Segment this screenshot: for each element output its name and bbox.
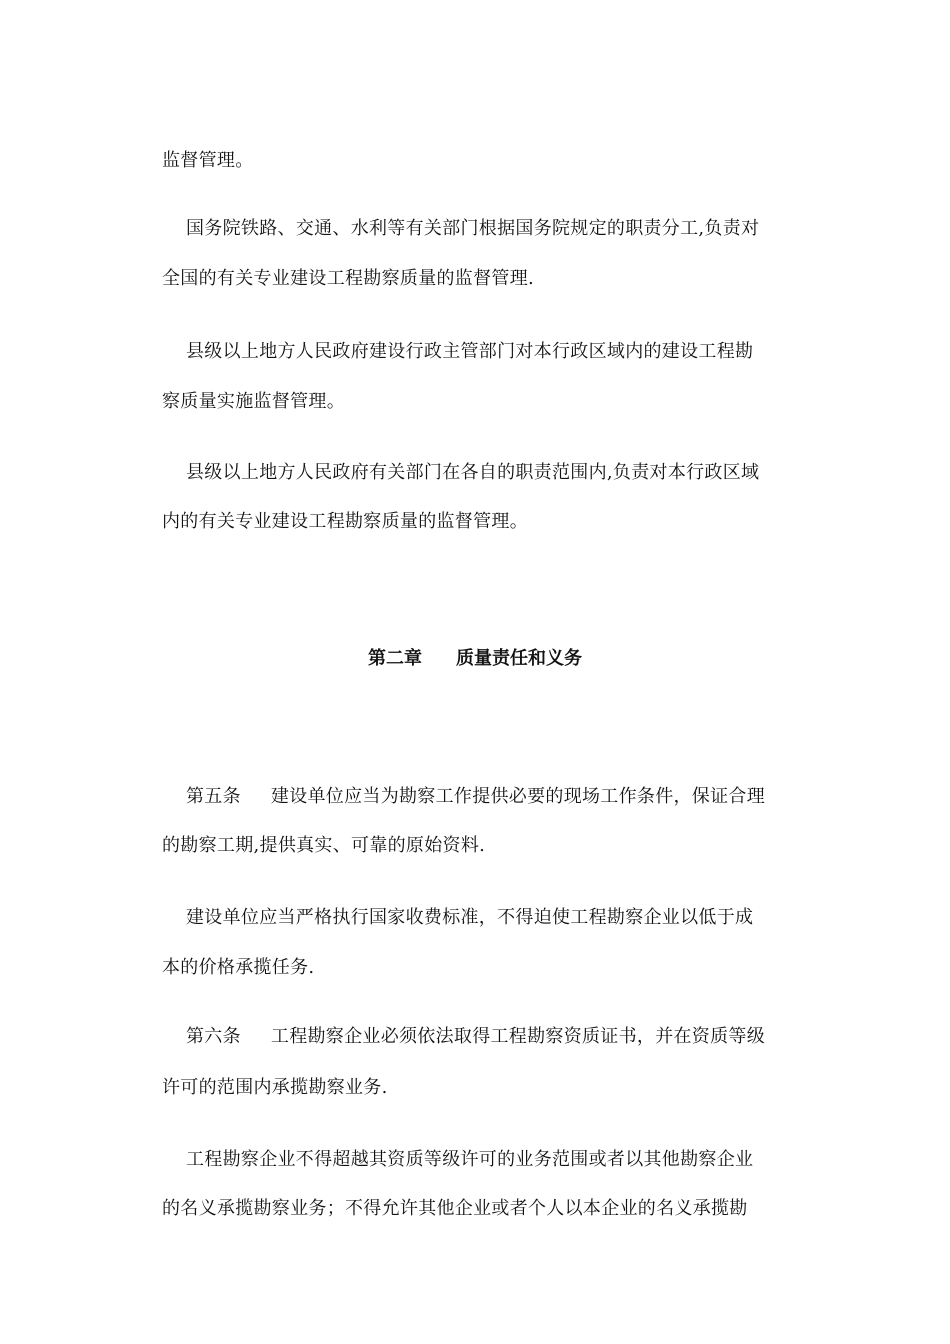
article-text: 工程勘察企业必须依法取得工程勘察资质证书，并在资质等级	[270, 1026, 766, 1047]
text-line: 本的价格承揽任务.	[162, 957, 315, 978]
article-label: 第六条	[186, 1026, 241, 1047]
text-line: 县级以上地方人民政府有关部门在各自的职责范围内,负责对本行政区域	[186, 462, 760, 483]
text-line: 察质量实施监督管理。	[162, 391, 345, 412]
article-label: 第五条	[186, 786, 241, 807]
article-text: 建设单位应当为勘察工作提供必要的现场工作条件，保证合理	[270, 786, 766, 807]
text-line: 县级以上地方人民政府建设行政主管部门对本行政区域内的建设工程勘	[186, 341, 754, 362]
text-line: 全国的有关专业建设工程勘察质量的监督管理.	[162, 268, 535, 289]
article-line	[186, 785, 802, 809]
text-line: 的名义承揽勘察业务；不得允许其他企业或者个人以本企业的名义承揽勘	[162, 1198, 748, 1219]
text-line: 建设单位应当严格执行国家收费标准，不得迫使工程勘察企业以低于成	[186, 907, 754, 928]
chapter-title: 质量责任和义务	[456, 648, 582, 669]
text-line: 监督管理。	[162, 150, 254, 171]
text-line: 许可的范围内承揽勘察业务.	[162, 1077, 388, 1098]
chapter-heading	[0, 647, 950, 671]
chapter-number: 第二章	[368, 648, 422, 669]
text-line: 国务院铁路、交通、水利等有关部门根据国务院规定的职责分工,负责对	[186, 218, 760, 239]
text-line: 内的有关专业建设工程勘察质量的监督管理。	[162, 511, 528, 532]
article-line	[186, 1025, 802, 1049]
text-line: 的勘察工期,提供真实、可靠的原始资料.	[162, 835, 486, 856]
text-line: 工程勘察企业不得超越其资质等级许可的业务范围或者以其他勘察企业	[186, 1149, 754, 1170]
